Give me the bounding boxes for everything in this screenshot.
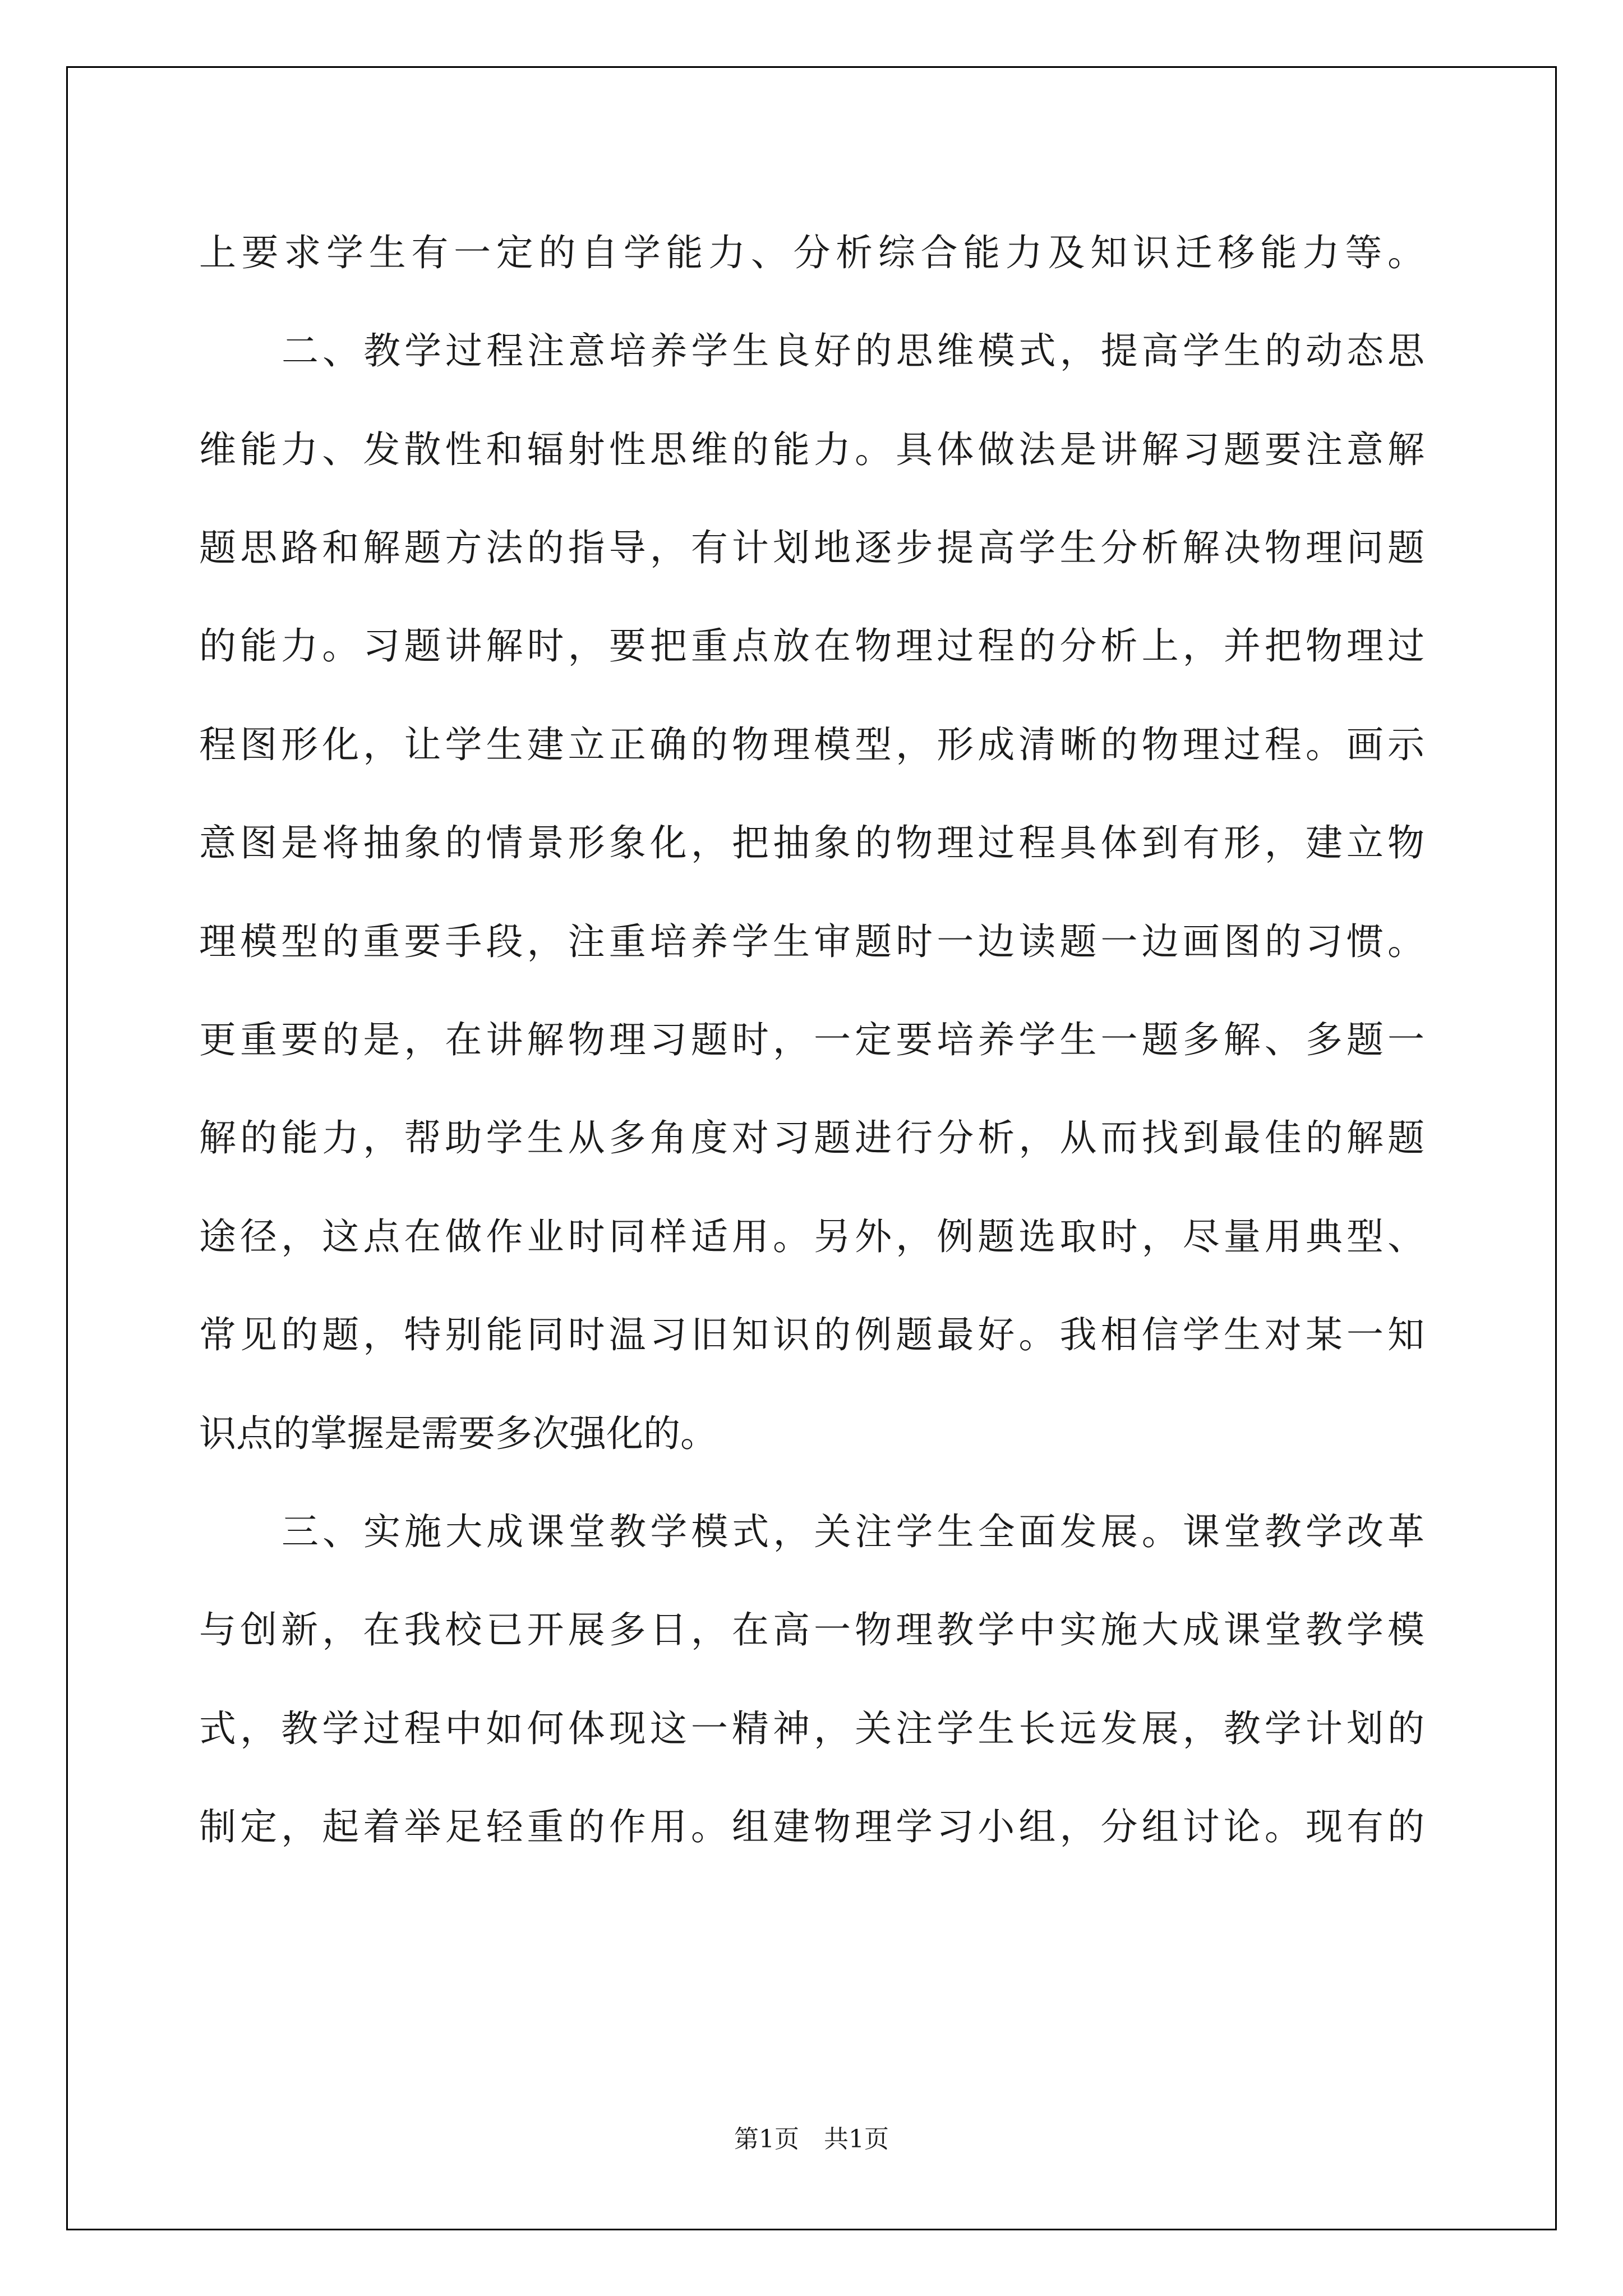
text-line: 维能力、发散性和辐射性思维的能力。具体做法是讲解习题要注意解 bbox=[199, 428, 1424, 471]
page-number-footer: 第1页 共1页 bbox=[734, 2125, 889, 2154]
text-line: 上要求学生有一定的自学能力、分析综合能力及知识迁移能力等。 bbox=[199, 231, 1424, 274]
paragraph-start-line: 三、实施大成课堂教学模式，关注学生全面发展。课堂教学改革 bbox=[282, 1510, 1424, 1553]
text-line: 解的能力，帮助学生从多角度对习题进行分析，从而找到最佳的解题 bbox=[199, 1116, 1424, 1159]
text-line: 制定，起着举足轻重的作用。组建物理学习小组，分组讨论。现有的 bbox=[199, 1805, 1424, 1848]
text-line: 意图是将抽象的情景形象化，把抽象的物理过程具体到有形，建立物 bbox=[199, 821, 1424, 864]
text-line: 理模型的重要手段，注重培养学生审题时一边读题一边画图的习惯。 bbox=[199, 920, 1424, 963]
text-line: 更重要的是，在讲解物理习题时，一定要培养学生一题多解、多题一 bbox=[199, 1018, 1424, 1061]
text-line: 的能力。习题讲解时，要把重点放在物理过程的分析上，并把物理过 bbox=[199, 624, 1424, 668]
text-line: 与创新，在我校已开展多日，在高一物理教学中实施大成课堂教学模 bbox=[199, 1608, 1424, 1651]
text-line: 题思路和解题方法的指导，有计划地逐步提高学生分析解决物理问题 bbox=[199, 526, 1424, 569]
paragraph-end-line: 识点的掌握是需要多次强化的。 bbox=[199, 1412, 717, 1455]
paragraph-start-line: 二、教学过程注意培养学生良好的思维模式，提高学生的动态思 bbox=[282, 329, 1424, 372]
text-line: 途径，这点在做作业时同样适用。另外，例题选取时，尽量用典型、 bbox=[199, 1215, 1424, 1258]
text-line: 常见的题，特别能同时温习旧知识的例题最好。我相信学生对某一知 bbox=[199, 1313, 1424, 1356]
text-line: 式，教学过程中如何体现这一精神，关注学生长远发展，教学计划的 bbox=[199, 1707, 1424, 1750]
text-line: 程图形化，让学生建立正确的物理模型，形成清晰的物理过程。画示 bbox=[199, 723, 1424, 766]
